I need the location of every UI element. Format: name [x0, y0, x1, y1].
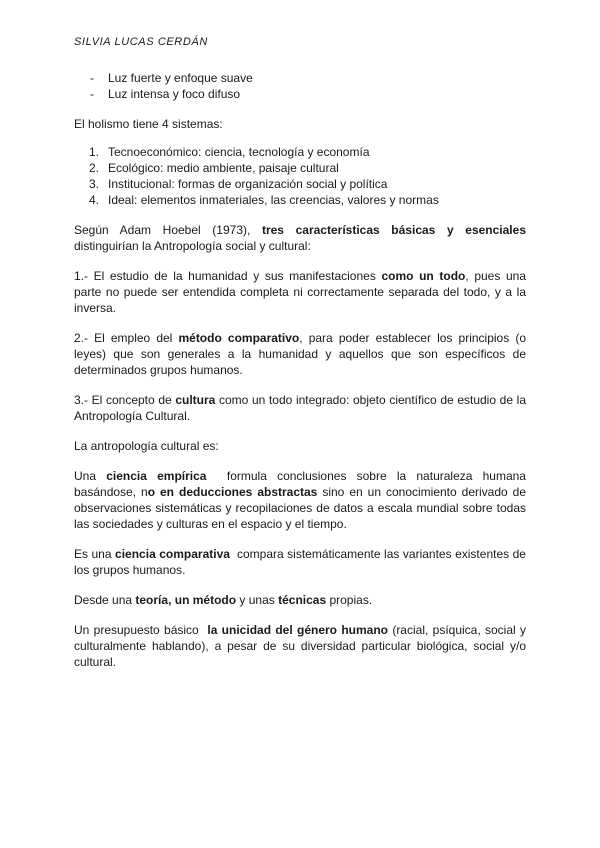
hoebel-paragraph [74, 222, 526, 254]
text-run: (racial, psíquica, social y culturalmente hablando), a pesar de su diversidad particular biológica, social y/o cultural. [74, 623, 526, 669]
dash-marker: - [90, 87, 94, 101]
holismo-intro: El holismo tiene 4 sistemas: [74, 117, 223, 131]
page-header-author: SILVIA LUCAS CERDÁN [74, 36, 208, 48]
holismo-list-item [74, 160, 526, 176]
text-run: sino en un conocimiento derivado de observaciones sistemáticas y recopilaciones de datos a escala mundial sobre todas las sociedades y culturas en el espacio y el tiempo. [74, 485, 526, 531]
holismo-list-item [74, 144, 526, 160]
list-number: 1. [89, 145, 100, 159]
dash-marker: - [90, 71, 94, 85]
bold-run: método comparativo [178, 331, 300, 345]
bold-run: cultura [175, 393, 216, 407]
desde-paragraph [74, 592, 526, 608]
bold-run: ciencia comparativa [115, 547, 230, 561]
list-number: 4. [89, 193, 100, 207]
text-run: propias. [326, 593, 373, 607]
text-run: 3.- El concepto de [74, 393, 176, 407]
cultural-intro: La antropología cultural es: [74, 439, 219, 453]
text-run: compara sistemáticamente las variantes existentes de los grupos humanos. [74, 547, 530, 577]
text-run: , para poder establecer los principios (o leyes) que son generales a la humanidad y aquellos que son específicos de determinados grupos humanos. [74, 331, 526, 377]
list-item-text: Ecológico: medio ambiente, paisaje cultural [108, 161, 339, 175]
dash-list [74, 70, 526, 102]
text-run: 1.- El estudio de la humanidad y sus manifestaciones [74, 269, 382, 283]
text-run: Una [74, 469, 107, 483]
empirica-paragraph [74, 468, 530, 532]
bold-run: ciencia empírica [106, 469, 207, 483]
text-run: distinguirían la Antropología social y cultural: [74, 239, 311, 253]
bold-run: tres características básicas y esenciales [261, 223, 526, 237]
text-run: Un presupuesto básico [74, 623, 208, 637]
point-3-paragraph [74, 392, 526, 424]
bold-run: teoría, un método [135, 593, 237, 607]
text-run: y unas [236, 593, 279, 607]
list-item-text: Institucional: formas de organización social y política [108, 177, 388, 191]
bold-run: como un todo [381, 269, 466, 283]
dash-item-text: Luz intensa y foco difuso [108, 87, 241, 101]
holismo-list [74, 144, 526, 208]
bold-run: o en deducciones abstractas [147, 485, 318, 499]
bold-run: técnicas [278, 593, 327, 607]
text-run: Es una [74, 547, 116, 561]
text-run: Según Adam Hoebel (1973), [74, 223, 262, 237]
holismo-list-item [74, 192, 526, 208]
list-item-text: Ideal: elementos inmateriales, las creencias, valores y normas [108, 193, 439, 207]
dash-list-item [74, 86, 526, 102]
holismo-list-item [74, 176, 526, 192]
dash-list-item [74, 70, 526, 86]
document-body [74, 70, 530, 684]
presupuesto-paragraph [74, 622, 526, 670]
text-run: Desde una [74, 593, 136, 607]
text-run: 2.- El empleo del [74, 331, 179, 345]
text-run: como un todo integrado: objeto científico de estudio de la Antropología Cultural. [74, 393, 526, 423]
dash-item-text: Luz fuerte y enfoque suave [108, 71, 253, 85]
point-1-paragraph [74, 268, 526, 316]
bold-run: la unicidad del género humano [207, 623, 388, 637]
list-item-text: Tecnoeconómico: ciencia, tecnología y economía [108, 145, 370, 159]
text-run: , pues una parte no puede ser entendida completa ni correctamente separada del todo, y a la inversa. [74, 269, 527, 315]
list-number: 2. [89, 161, 100, 175]
comparativa-paragraph [74, 546, 530, 578]
list-number: 3. [89, 177, 100, 191]
point-2-paragraph [74, 330, 526, 378]
text-run: formula conclusiones sobre la naturaleza humana basándose, n [74, 469, 530, 499]
